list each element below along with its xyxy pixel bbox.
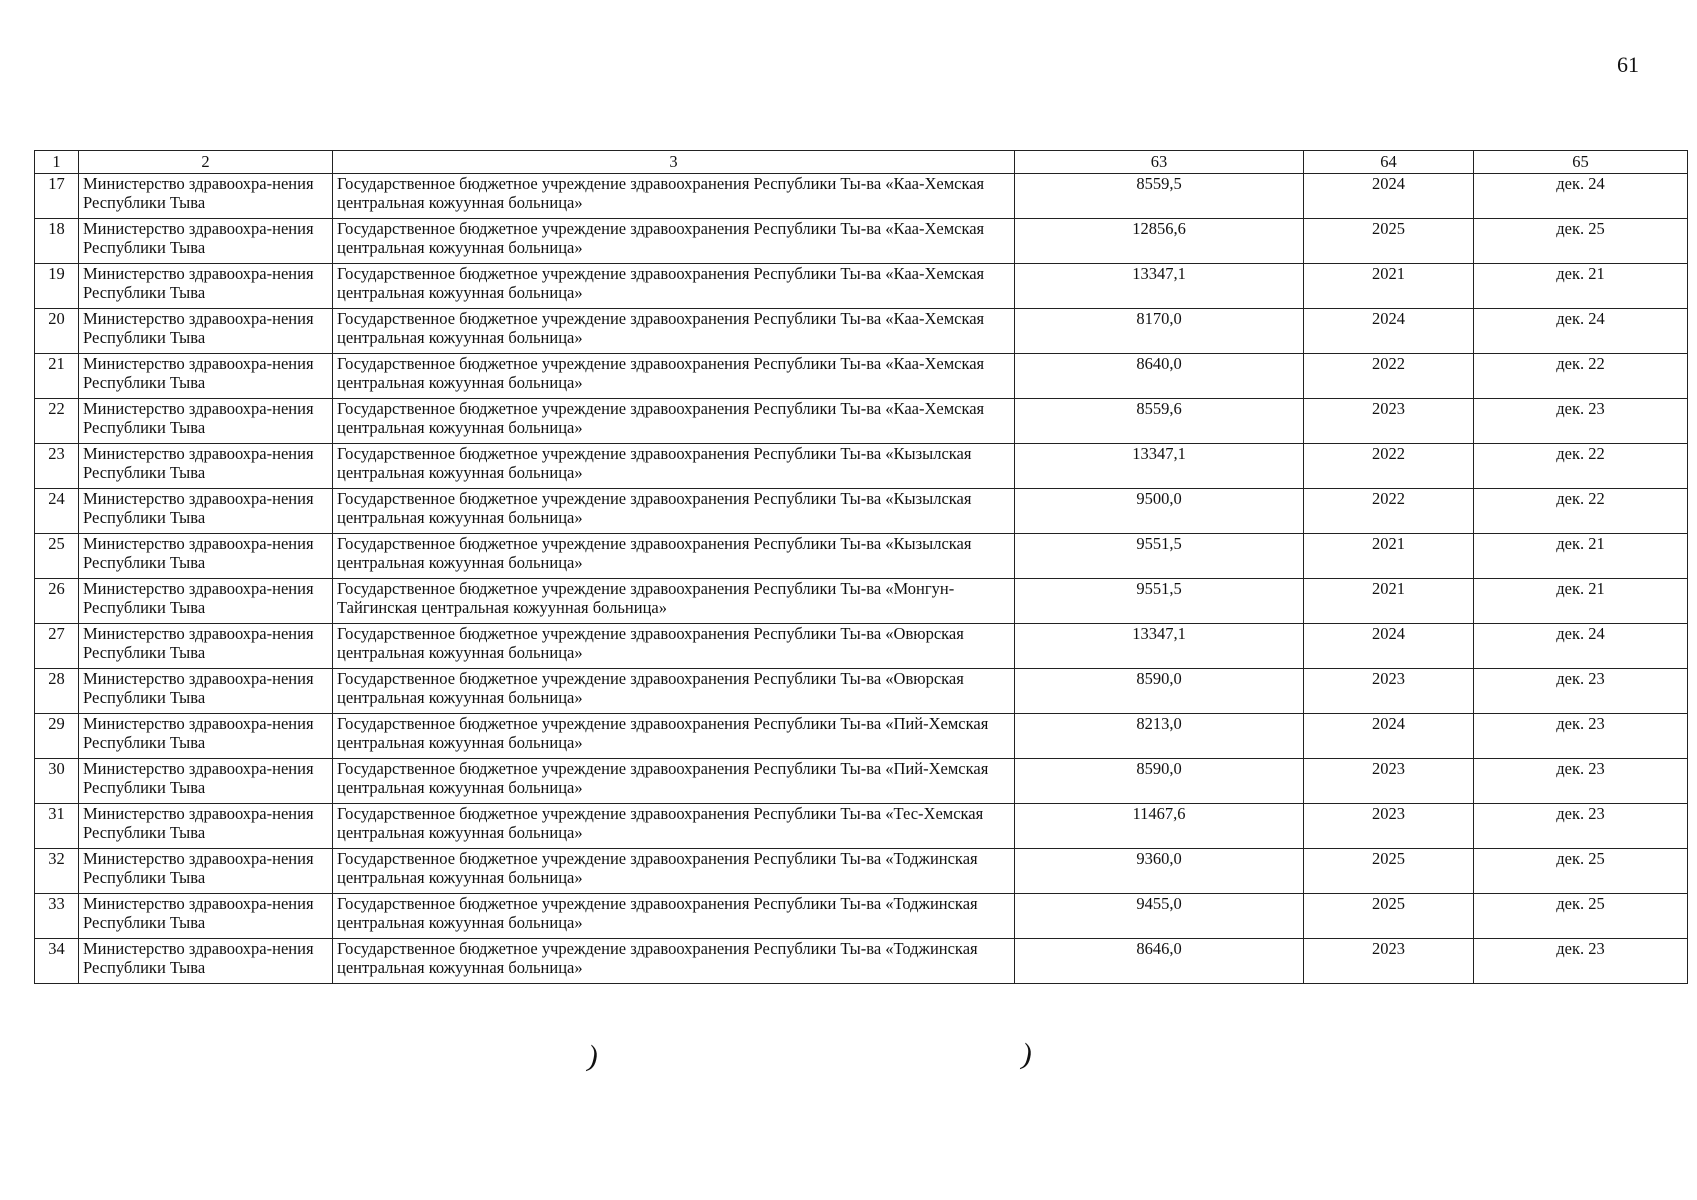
column-header: 63 [1015, 151, 1304, 174]
organization-cell: Министерство здравоохра-нения Республики Тыва [79, 444, 333, 489]
year-cell: 2024 [1304, 309, 1474, 354]
value-cell: 8646,0 [1015, 939, 1304, 984]
year-cell: 2023 [1304, 759, 1474, 804]
column-header: 1 [35, 151, 79, 174]
institution-cell: Государственное бюджетное учреждение здравоохранения Республики Ты-ва «Каа-Хемская центральная кожуунная больница» [333, 219, 1015, 264]
value-cell: 8559,6 [1015, 399, 1304, 444]
table-row [35, 264, 1688, 309]
value-cell: 8170,0 [1015, 309, 1304, 354]
organization-cell: Министерство здравоохра-нения Республики Тыва [79, 174, 333, 219]
organization-cell: Министерство здравоохра-нения Республики Тыва [79, 534, 333, 579]
organization-cell: Министерство здравоохра-нения Республики Тыва [79, 579, 333, 624]
value-cell: 8640,0 [1015, 354, 1304, 399]
year-cell: 2024 [1304, 174, 1474, 219]
date-cell: дек. 23 [1474, 759, 1688, 804]
year-cell: 2021 [1304, 579, 1474, 624]
organization-cell: Министерство здравоохра-нения Республики Тыва [79, 759, 333, 804]
institution-cell: Государственное бюджетное учреждение здравоохранения Республики Ты-ва «Каа-Хемская центральная кожуунная больница» [333, 174, 1015, 219]
table-row [35, 399, 1688, 444]
date-cell: дек. 23 [1474, 804, 1688, 849]
date-cell: дек. 23 [1474, 939, 1688, 984]
year-cell: 2022 [1304, 354, 1474, 399]
institution-cell: Государственное бюджетное учреждение здравоохранения Республики Ты-ва «Каа-Хемская центральная кожуунная больница» [333, 354, 1015, 399]
year-cell: 2025 [1304, 219, 1474, 264]
column-header: 2 [79, 151, 333, 174]
row-number: 22 [35, 399, 79, 444]
date-cell: дек. 25 [1474, 219, 1688, 264]
date-cell: дек. 21 [1474, 534, 1688, 579]
year-cell: 2023 [1304, 804, 1474, 849]
institution-cell: Государственное бюджетное учреждение здравоохранения Республики Ты-ва «Кызылская центральная кожуунная больница» [333, 534, 1015, 579]
institution-cell: Государственное бюджетное учреждение здравоохранения Республики Ты-ва «Тоджинская центральная кожуунная больница» [333, 849, 1015, 894]
row-number: 23 [35, 444, 79, 489]
value-cell: 13347,1 [1015, 264, 1304, 309]
scan-mark: ) [1018, 1037, 1036, 1072]
table-row [35, 714, 1688, 759]
table-row [35, 804, 1688, 849]
organization-cell: Министерство здравоохра-нения Республики Тыва [79, 624, 333, 669]
date-cell: дек. 23 [1474, 714, 1688, 759]
row-number: 21 [35, 354, 79, 399]
table-row [35, 534, 1688, 579]
year-cell: 2025 [1304, 849, 1474, 894]
table-row [35, 174, 1688, 219]
row-number: 30 [35, 759, 79, 804]
page-number: 61 [1617, 52, 1639, 77]
date-cell: дек. 25 [1474, 894, 1688, 939]
year-cell: 2023 [1304, 939, 1474, 984]
date-cell: дек. 21 [1474, 264, 1688, 309]
institution-cell: Государственное бюджетное учреждение здравоохранения Республики Ты-ва «Кызылская центральная кожуунная больница» [333, 444, 1015, 489]
data-table [34, 150, 1688, 984]
date-cell: дек. 22 [1474, 444, 1688, 489]
value-cell: 9551,5 [1015, 579, 1304, 624]
table-row [35, 759, 1688, 804]
table-row [35, 849, 1688, 894]
institution-cell: Государственное бюджетное учреждение здравоохранения Республики Ты-ва «Монгун-Тайгинская центральная кожуунная больница» [333, 579, 1015, 624]
value-cell: 8590,0 [1015, 759, 1304, 804]
date-cell: дек. 22 [1474, 354, 1688, 399]
institution-cell: Государственное бюджетное учреждение здравоохранения Республики Ты-ва «Каа-Хемская центральная кожуунная больница» [333, 399, 1015, 444]
date-cell: дек. 23 [1474, 669, 1688, 714]
table-row [35, 669, 1688, 714]
date-cell: дек. 25 [1474, 849, 1688, 894]
date-cell: дек. 24 [1474, 174, 1688, 219]
year-cell: 2022 [1304, 489, 1474, 534]
value-cell: 12856,6 [1015, 219, 1304, 264]
institution-cell: Государственное бюджетное учреждение здравоохранения Республики Ты-ва «Каа-Хемская центральная кожуунная больница» [333, 264, 1015, 309]
institution-cell: Государственное бюджетное учреждение здравоохранения Республики Ты-ва «Пий-Хемская центральная кожуунная больница» [333, 759, 1015, 804]
row-number: 17 [35, 174, 79, 219]
row-number: 31 [35, 804, 79, 849]
year-cell: 2021 [1304, 534, 1474, 579]
row-number: 20 [35, 309, 79, 354]
year-cell: 2025 [1304, 894, 1474, 939]
institution-cell: Государственное бюджетное учреждение здравоохранения Республики Ты-ва «Овюрская центральная кожуунная больница» [333, 624, 1015, 669]
table-row [35, 624, 1688, 669]
scan-mark: ) [584, 1039, 602, 1074]
column-header: 64 [1304, 151, 1474, 174]
value-cell: 8213,0 [1015, 714, 1304, 759]
table-row [35, 309, 1688, 354]
table-row [35, 219, 1688, 264]
year-cell: 2024 [1304, 624, 1474, 669]
organization-cell: Министерство здравоохра-нения Республики Тыва [79, 264, 333, 309]
organization-cell: Министерство здравоохра-нения Республики Тыва [79, 804, 333, 849]
organization-cell: Министерство здравоохра-нения Республики Тыва [79, 714, 333, 759]
value-cell: 8590,0 [1015, 669, 1304, 714]
organization-cell: Министерство здравоохра-нения Республики Тыва [79, 309, 333, 354]
row-number: 29 [35, 714, 79, 759]
organization-cell: Министерство здравоохра-нения Республики Тыва [79, 849, 333, 894]
table-row [35, 444, 1688, 489]
institution-cell: Государственное бюджетное учреждение здравоохранения Республики Ты-ва «Пий-Хемская центральная кожуунная больница» [333, 714, 1015, 759]
organization-cell: Министерство здравоохра-нения Республики Тыва [79, 354, 333, 399]
row-number: 32 [35, 849, 79, 894]
year-cell: 2024 [1304, 714, 1474, 759]
institution-cell: Государственное бюджетное учреждение здравоохранения Республики Ты-ва «Овюрская центральная кожуунная больница» [333, 669, 1015, 714]
row-number: 27 [35, 624, 79, 669]
row-number: 24 [35, 489, 79, 534]
table-body [35, 174, 1688, 984]
institution-cell: Государственное бюджетное учреждение здравоохранения Республики Ты-ва «Тес-Хемская центральная кожуунная больница» [333, 804, 1015, 849]
date-cell: дек. 22 [1474, 489, 1688, 534]
row-number: 28 [35, 669, 79, 714]
value-cell: 13347,1 [1015, 444, 1304, 489]
date-cell: дек. 21 [1474, 579, 1688, 624]
organization-cell: Министерство здравоохра-нения Республики Тыва [79, 219, 333, 264]
row-number: 25 [35, 534, 79, 579]
organization-cell: Министерство здравоохра-нения Республики Тыва [79, 489, 333, 534]
table-row [35, 579, 1688, 624]
date-cell: дек. 24 [1474, 309, 1688, 354]
date-cell: дек. 23 [1474, 399, 1688, 444]
table-row [35, 489, 1688, 534]
row-number: 19 [35, 264, 79, 309]
column-header: 3 [333, 151, 1015, 174]
value-cell: 9500,0 [1015, 489, 1304, 534]
institution-cell: Государственное бюджетное учреждение здравоохранения Республики Ты-ва «Кызылская центральная кожуунная больница» [333, 489, 1015, 534]
organization-cell: Министерство здравоохра-нения Республики Тыва [79, 894, 333, 939]
value-cell: 9360,0 [1015, 849, 1304, 894]
institution-cell: Государственное бюджетное учреждение здравоохранения Республики Ты-ва «Каа-Хемская центральная кожуунная больница» [333, 309, 1015, 354]
organization-cell: Министерство здравоохра-нения Республики Тыва [79, 669, 333, 714]
column-header: 65 [1474, 151, 1688, 174]
year-cell: 2023 [1304, 669, 1474, 714]
year-cell: 2021 [1304, 264, 1474, 309]
value-cell: 9455,0 [1015, 894, 1304, 939]
table-row [35, 939, 1688, 984]
year-cell: 2023 [1304, 399, 1474, 444]
table-row [35, 894, 1688, 939]
value-cell: 13347,1 [1015, 624, 1304, 669]
row-number: 34 [35, 939, 79, 984]
row-number: 18 [35, 219, 79, 264]
value-cell: 8559,5 [1015, 174, 1304, 219]
row-number: 33 [35, 894, 79, 939]
institution-cell: Государственное бюджетное учреждение здравоохранения Республики Ты-ва «Тоджинская центральная кожуунная больница» [333, 894, 1015, 939]
organization-cell: Министерство здравоохра-нения Республики Тыва [79, 399, 333, 444]
value-cell: 11467,6 [1015, 804, 1304, 849]
table-header-row [35, 151, 1688, 174]
table-row [35, 354, 1688, 399]
date-cell: дек. 24 [1474, 624, 1688, 669]
year-cell: 2022 [1304, 444, 1474, 489]
value-cell: 9551,5 [1015, 534, 1304, 579]
organization-cell: Министерство здравоохра-нения Республики Тыва [79, 939, 333, 984]
row-number: 26 [35, 579, 79, 624]
institution-cell: Государственное бюджетное учреждение здравоохранения Республики Ты-ва «Тоджинская центральная кожуунная больница» [333, 939, 1015, 984]
